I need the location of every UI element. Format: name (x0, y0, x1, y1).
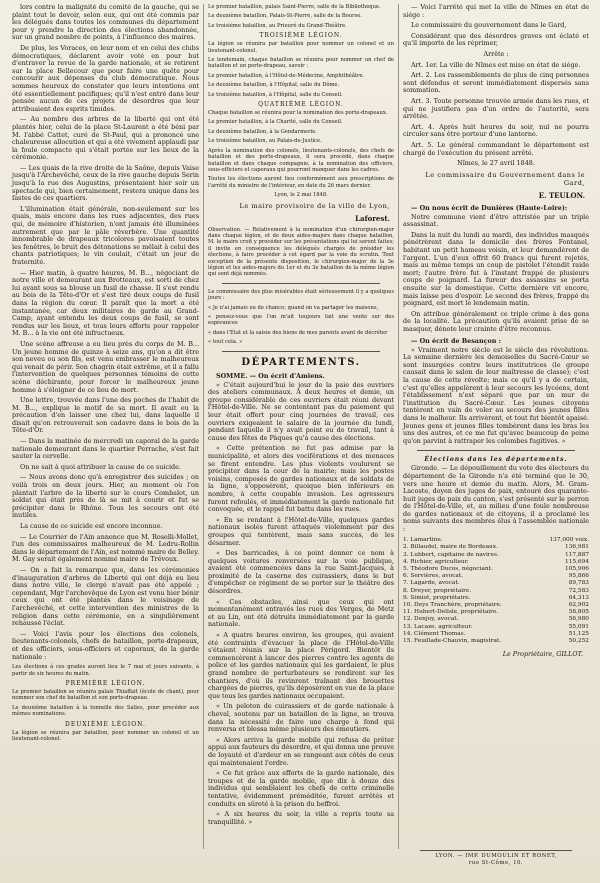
elections-title: Élections dans les départements. (424, 456, 568, 464)
note: Les élections à ces grades auront lieu le 7 mai et jours suivants, à partir de six heures du matin. (12, 664, 199, 677)
paragraph: Après la nomination des colonels, lieutenants-colonels, des chefs de bataillon et des porte-drapeaux, il sera procédé, dans chaque bataillon et dans chaque compagnie, à la nomination des officiers, sous-officiers et caporaux qui pourront manquer dans les cadres. (208, 147, 394, 173)
paragraph: « A six heures du soir, la ville a repris toute sa tranquillité. » (208, 810, 394, 826)
paragraph: Une scène affreuse a eu lieu près du corps de M. B... Un jeune homme de quinze à seize ans, qu'on a dit être son neveu ou son fils, est venu embrasser le malheureux qui venait de périr. Son chagrin était extrême, et il a fallu l'intervention de quelques personnes témoins de cette scène déchirante, pour forcer le malheureux jeune homme à s'éloigner de ce lieu de mort. (12, 339, 199, 394)
paragraph: Le premier bataillon, palais Saint-Pierre, salle de la Bibliothèque. (208, 4, 381, 10)
result-row (403, 565, 589, 572)
paragraph: — Au nombre des arbres de la liberté qui ont été plantés hier, celui de la place St-Laurent a été béni par M. l'abbé Cattet, curé de St-Paul, qui a prononcé une chaleureuse allocution et qui a été vivement applaudi par la foule compacte qui s'était portée sur les lieux de la cérémonie. (12, 115, 199, 162)
result-row (403, 594, 589, 601)
candidate-votes: 95,866 (568, 573, 589, 580)
candidate-name: 1. Lamartine. (403, 537, 443, 544)
paragraph: « En se rendant à l'Hôtel-de-Ville, quelques gardes nationaux isolés furent attaqués violemment par des groupes qui tentèrent, mais sans succès, de les désarmer. (208, 515, 394, 547)
paragraph: Une lettre, trouvée dans l'une des poches de l'habit de M. B..., explique le motif de sa mort. Il avait eu la précaution d'en laisser une chez lui, dans laquelle il disait qu'on retrouverait son cadavre dans le bois de la Tête-d'Or. (12, 396, 199, 435)
note: Le premier bataillon se réunira palais Thiaffait (école de chant), pour nommer son chef de bataillon et son porte-drapeau. (12, 688, 199, 702)
candidate-votes: 137,000 voix. (549, 537, 589, 544)
paragraph: Le lendemain, chaque bataillon se réunira pour nommer un chef de bataillon et un porte-drapeau, savoir : (208, 57, 394, 70)
candidate-name: 9. Simiot, propriétaire. (403, 594, 471, 601)
paragraph: « Alors arriva la garde mobile qui refusa de prêter appui aux fauteurs du désordre, et qui donna une preuve de loyauté et d'ardeur en se rangeant aux côtés de ceux qui maintenaient l'ordre. (208, 735, 394, 767)
candidate-votes: 50,252 (568, 637, 589, 644)
section-title: PREMIÈRE LÉGION. (65, 679, 146, 687)
paragraph: « Ce fut grâce aux efforts de la garde nationale, des troupes et de la garde mobile, que dix à douze des individus qui semblaient les chefs de cette criminelle tentative, évidemment préméditée, furent arrêtés et conduits en sûreté à la prison du beffroi. (208, 769, 394, 808)
candidate-votes: 115,694 (565, 558, 589, 565)
signature-title: Le maire provisoire de la ville de Lyon, (239, 201, 390, 210)
paragraph: Chaque bataillon se réunira pour la nomination des porte-drapeaux. (208, 110, 388, 117)
printer-address: rue St-Côme, 10. (468, 860, 524, 866)
paragraph: De plus, les Voraces, en leur nom et en celui des clubs démocratiques, déclarent avoir voté en pour but d'entraver la revue de la garde nationale, et se retirent sur la place Bellecour que pour faire une quête pour concourir aux dépenses du club démocratique. Nous sommes heureux de constater que leurs intentions ont été essentiellement pacifiques; qu'il n'est entré dans leur pensée aucun de ces projets de désordres que leur attribuaient des esprits timides. (12, 43, 199, 113)
paragraph: « C'était aujourd'hui le jour de la paie des ouvriers des ateliers communaux. A deux heures et demie, un groupe considérable de ces ouvriers était réuni devant l'Hôtel-de-Ville. Ne se contentant pas du paiement qui leur était offert pour cinq journées de travail, ces ouvriers exigeaient le salaire de la journée du lundi, pendant laquelle il n'y avait point eu de travail, tant à cause des fêtes de Pâques qu'à cause des élections. (208, 380, 394, 442)
candidate-name: 10. Deys Tranchère, propriétaire. (403, 601, 502, 608)
candidate-name: 4. Richier, agriculteur. (403, 558, 469, 565)
paragraph: « Cette prétention ne fut pas admise par la municipalité, et alors des vociférations et des menaces se firent entendre. Les plus violents voulurent se précipiter dans la cour de la mairie; mais les postes voisins, composés de gardes nationaux et de soldats de la ligne, s'opposèrent, quoique bien inférieurs en nombre, à cette coupable invasion. Les agresseurs furent refoulés, et immédiatement la garde nationale fut convoquée, et le rappel fut battu dans les rues. (208, 444, 394, 514)
departements-title: DÉPARTEMENTS. (241, 356, 361, 368)
result-row (403, 601, 589, 608)
paragraph: — Dans la matinée de mercredi un caporal de la garde nationale demeurant dans le quartier Perrache, s'est fait sauter la cervelle. (12, 437, 199, 461)
paragraph: « Un peloton de cuirassiers et de garde nationale à cheval, soutenu par un bataillon de la ligne, se trouva dans la nécessité de faire une charge à fond qui renversa et blessa même plusieurs des émeutiers. (208, 702, 394, 734)
paragraph: Considérant que des désordres graves ont éclaté et qu'il importe de les réprimer, (403, 31, 589, 48)
result-row (403, 573, 589, 580)
signature-name: Laforest. (355, 213, 390, 223)
column-middle (203, 4, 398, 849)
candidate-votes: 64,313 (568, 594, 589, 601)
section-title: QUATRIÈME LÉGION. (258, 101, 344, 109)
candidate-votes: 105,906 (565, 566, 589, 572)
date-line: Nîmes, le 27 avril 1848. (457, 159, 535, 168)
result-row (403, 623, 589, 630)
paragraph: — Voici l'arrêté qui met la ville de Nîmes en état de siége : (403, 4, 589, 19)
result-row (403, 587, 589, 594)
candidate-votes: 136,981 (565, 544, 589, 551)
results-table (403, 537, 589, 645)
note: Le deuxième bataillon à la tonnelle des Salles, pour procéder aux mêmes nominations. (12, 704, 199, 718)
column-left (8, 4, 203, 849)
quote-line: « Je n'ai jamais eu de chance; quand on va partager les maisons, (208, 304, 379, 311)
candidate-name: 7. Lagarde, avocat. (403, 580, 460, 587)
candidate-votes: 58,805 (568, 609, 589, 616)
paragraph: « A quatre heures environ, les groupes, qui avaient été contraints d'évacuer la place de l'Hôtel-de-Ville s'étaient réunis sur la place Périgord. Bientôt ils commencèrent à lancer des pierres contre les agents de police et les gardes nationaux qui les gardaient, le plus grand nombre de perturbateurs se rendirent sur les chantiers, d'où ils revinrent traînant des brouettes chargées de pierres, qu'ils déposèrent en vue de la place que tous les gardes nationaux occupaient. (208, 631, 394, 700)
paragraph: — Voici l'avis pour les élections des colonels, lieutenants-colonels, chefs de bataillon, porte-drapeaux, et des officiers, sous-officiers et caporaux, de la garde nationale : (12, 629, 199, 661)
paragraph: Toutes les élections auront lieu conformément aux prescriptions de l'arrêté du ministre de l'intérieur, en date du 26 mars dernier. (208, 176, 394, 189)
result-row (403, 637, 589, 644)
date-line: Lyon, le 2 mai 1848. (274, 192, 328, 199)
paragraph: L'illumination était générale, non-seulement sur les quais, mais encore dans les rues adjacentes, des rues qui, de mémoire d'historien, n'ont jamais été illuminées autrement que par le pâle réverbère. Une quantité innombrable de drapeaux tricolores pavoisaient toutes les fenêtres, le bruit des détonations se mêlait à celui des chants patriotiques; le vin coulait, c'était un jour de fraternité. (12, 204, 199, 266)
candidate-votes: 56,980 (568, 616, 589, 623)
paragraph: Le deuxième bataillon, Palais-St-Pierre, salle de la Bourse. (208, 13, 363, 20)
paragraph: Le premier bataillon, à la Charité, salle du Conseil. (208, 119, 343, 126)
candidate-name: 14. Clément Thomas. (403, 630, 466, 637)
observation: Observation. — Relativement à la nomination d'un chirurgien-major dans chaque légion, et de deux aides-majors dans chaque bataillon, M. le maire croit y procéder sur les présentations qui lui seront faites; il invite en conséquence les délégués chargés de présider les élections, à faire procéder à cet égard par la voie du scrutin. Tout exception de la présente disposition, le chirurgien-major de la 3e légion et les aides-majors du 1er et du 3e bataillon de la même légion qui sont déjà nommés. (208, 226, 394, 278)
candidate-votes: 89,783 (568, 580, 589, 587)
signature-title: Le commissaire du Gouvernement dans le Gard, (425, 170, 585, 187)
printer-line: LYON. — IMP. DUMOULIN ET RONET, (435, 853, 557, 859)
candidate-votes: 51,125 (568, 630, 589, 637)
article: Art. 3. Toute personne trouvée armée dans les rues, et qui ne justifiera pas d'un ordre de l'autorité, sera arrêtée. (403, 96, 589, 121)
candidate-name: 8. Dreyer, propriétaire. (403, 587, 472, 594)
paragraph: La légion se réunira par bataillon pour nommer un colonel et un lieutenant-colonel. (208, 41, 394, 54)
paragraph: « Des barricades, à ce point donner ce nom à quelques voitures renversées sur la voie publique, avaient été commencées dans la rue Saint-Jacques, à proximité de la caserne des cuirassiers, dans le but d'empêcher ce régiment de se porter sur le théâtre des désordres. (208, 549, 394, 596)
section-title: DEUXIÈME LÉGION. (65, 720, 146, 728)
paragraph: Notre commune vient d'être attristée par un triple assassinat. (403, 212, 589, 229)
somme-heading: SOMME. — On écrit d'Amiens. (216, 371, 325, 380)
divider (222, 351, 380, 352)
paragraph: Gironde. — Le dépouillement du vote des électeurs du département de la Gironde n'a été terminé que le 30, vers une heure et demie du matin. Alors, M. Gram-Lacoste, doyen des juges de paix, entouré des quarante-huit juges de paix du canton, s'est présenté sur le perron de l'Hôtel-de-Ville, et, au milieu d'une foule nombreuse de gardes nationaux et de citoyens, il a proclamé les noms suivants des membres élus à l'assemblée nationale : (403, 464, 589, 534)
printer-footer (400, 850, 592, 867)
divider (417, 450, 575, 451)
result-row (403, 558, 589, 565)
candidate-name: 6. Servières, avocat. (403, 573, 464, 580)
candidate-name: 11. Hubert-Delisle, propriétaire. (403, 609, 499, 616)
quote-line: « tout cela. » (208, 339, 243, 346)
paragraph: Le troisième bataillon, au Palais-de-Justice. (208, 138, 322, 145)
result-row (403, 616, 589, 623)
paragraph: « Ces obstacles, ainsi que ceux qui ont momentanément entravés les rues des Verges, de Metz et au Lin, ont été détruits immédiatement par la garde nationale. (208, 597, 394, 629)
candidate-name: 3. Lubbert, capitaine de navires. (403, 551, 499, 558)
paragraph: Le deuxième bataillon, à l'Hôpital, salle du Dôme. (208, 82, 340, 89)
paragraph: lors contre la malignité du comité de la gauche, qui se plaint tout le devoir, selon eux, qui ont été commis par les délégués dans toutes les communes du département pour y prendre la direction des élections abandonnée, sur un grand nombre de points, à l'influence des maires. (12, 4, 199, 42)
arrete-heading: Arrête : (483, 49, 509, 58)
footer-rule (420, 850, 572, 851)
paragraph: On attribue généralement ce triple crime à des gens de la localité. La précaution qu'ils avaient prise de se masquer, dénote leur crainte d'être reconnus. (403, 309, 589, 333)
gerant-signature: Le Propriétaire, GILLOT. (502, 650, 583, 659)
result-row (403, 544, 589, 551)
paragraph: Le commissaire des plus misérables était sérieusement il y a quelques jours : (208, 288, 394, 302)
section-title: TROISIÈME LÉGION. (259, 32, 343, 40)
besancon-heading: — On écrit de Besançon : (411, 336, 501, 345)
candidate-name: 12. Denjoy, avocat. (403, 616, 459, 623)
candidate-votes: 117,887 (565, 551, 589, 558)
note: La légion se réunira par bataillon, pour nommer un colonel et un lieutenant-colonel. (12, 729, 199, 742)
paragraph: — Le Courrier de l'Ain annonce que M. Roselli-Mollet, l'un des commissaires malheureux de M. Ledru-Rollin dans le département de l'Ain, est nommé maire de Belley. M. Gay serait également nommé maire de Trévoux. (12, 532, 199, 564)
article: Art. 2. Les rassemblements de plus de cinq personnes sont défendus et seront immédiatement dispersés sans sommation. (403, 71, 589, 95)
result-row (403, 537, 589, 544)
column-right (398, 4, 593, 849)
paragraph: Dans la nuit du lundi au mardi, des individus masqués pénétrèrent dans le domicile des frères Fontanel, habitant un petit hameau voisin, et leur demandèrent de l'argent. L'un d'eux offrit 60 francs qui furent rejetés, mais au même temps un coup de pistolet l'étendit raide mort; l'autre frère fut à l'instant frappé de plusieurs coups de poignard. La fureur des assassins se porta ensuite sur la domestique. Cette dernière vit encore, mais laisse peu d'espoir. Le second des frères, frappé du poignard, est mort le lendemain matin. (403, 230, 589, 308)
candidate-name: 13. Lacaze, agriculteur. (403, 623, 473, 630)
divider (222, 283, 380, 284)
paragraph: « Vraiment notre siècle est le siècle des révolutions. La semaine dernière les demoiselles du Sacré-Cœur se sont insurgées contre leurs institutrices (le groupe causait dans le salon de leur maîtresse de classe); c'est la cause de cette révolte; mais ce qu'il y a de certain, c'est qu'elles appelèrent à leur secours les lycéens, dont l'établissement n'est séparé que par un mur de l'institution du Sacré-Cœur. Les jeunes citoyens tentèrent en vain de voler au secours des jeunes filles dans le malheur. Ils arrivèrent, et tout fut bientôt apaisé. Jeunes gens et jeunes filles tombèrent dans les bras les uns des autres, et ce me fut qu'avec beaucoup de peine qu'on parvint à rattraper les colombes fugitives. » (403, 345, 589, 445)
paragraph: Le premier bataillon, à l'Hôtel-de-Médecine, Amphithéâtre. (208, 72, 365, 79)
signature-name: E. TEULON. (538, 190, 585, 200)
columns (8, 4, 594, 849)
result-row (403, 630, 589, 637)
candidate-votes: 62,902 (568, 601, 589, 608)
dunieres-heading: — On nous écrit de Dunières (Haute-Loire): (411, 203, 568, 212)
quote-line: « pensez-vous que l'on m'ait toujours fait une vente sur des espérances (208, 314, 394, 327)
paragraph: — Nous avons donc qu'à enregistrer des suicides ; on voilà trois en deux jours. Hier, au moment où l'on plantait l'arbre de la liberté sur le cours Combalot, un soldat qui était près de là se mit à courir et fut se précipiter dans le Rhône. Tous les secours ont été inutiles. (12, 473, 199, 520)
paragraph: — Les quais de la rive droite de la Saône, depuis Vaise jusqu'à l'Archevêché, ceux de la rive gauche depuis Serin jusqu'à la rue des Augustins, présentaient hier soir un spectacle qui, bien certainement, restera unique dans les fastes de ces quartiers. (12, 163, 199, 203)
paragraph: On ne sait à quoi attribuer la cause de ce suicide. (20, 462, 181, 471)
quote-line: « dans l'État et la saisie des biens de mes parents avant de décréter (208, 329, 388, 336)
article: Art. 5. Le général commandant le département est chargé de l'exécution du présent arrêté. (403, 140, 589, 157)
candidate-name: 15. Feuillade-Chauvin, magistrat. (403, 637, 502, 644)
paragraph: — Hier matin, à quatre heures, M. B..., négociant de notre ville et demeurant aux Brotteaux, est sorti de chez lui ayant sous sa blouse un fusil de chasse. Il s'est rendu au bois de la Tête-d'Or et s'est tiré deux coups de fusil dans la région du cœur. Il paraît que la mort a été instantanée, car deux militaires de garde au Grand-Camp, ayant entendu les deux coups de fusil, se sont rendus sur les lieux, et tous leurs efforts pour rappeler M. B... à la vie ont été infructueux. (12, 268, 199, 338)
candidate-name: 5. Théodore Ducos, négociant. (403, 566, 493, 572)
candidate-votes: 55,091 (568, 623, 589, 630)
paragraph: Le troisième bataillon, à l'Hôpital, salle du Conseil. (208, 91, 343, 98)
result-row (403, 580, 589, 587)
paragraph: Le commissaire du gouvernement dans le Gard, (411, 21, 567, 30)
paragraph: Le troisième bataillon, au Prieuré du Grand-Théâtre. (208, 22, 347, 29)
paragraph: La cause de ce suicide est encore inconnue. (20, 522, 163, 530)
candidate-votes: 72,583 (568, 587, 589, 594)
candidate-name: 2. Billaudel, maire de Bordeaux. (403, 544, 498, 551)
article: Art. 4. Après huit heures du soir, nul ne pourra circuler sans être porteur d'une lanterne. (403, 122, 589, 139)
result-row (403, 609, 589, 616)
result-row (403, 551, 589, 558)
paragraph: — On a fait la remarque que, dans les cérémonies d'inauguration d'arbres de Liberté qui ont déjà eu lieu dans notre ville, le clergé n'avait pas été appelé ; cependant, Mgr l'archevêque de Lyon est venu hier bénir ceux qui ont été plantés dans le voisinage de l'archevêché, et cette intervention des ministres de la religion dans cette cérémonie, en a singulièrement rehaussé l'éclat. (12, 565, 199, 628)
paragraph: Le deuxième bataillon, à la Gendarmerie. (208, 128, 317, 135)
article: Art. 1er. La ville de Nîmes est mise en état de siége. (411, 60, 581, 69)
